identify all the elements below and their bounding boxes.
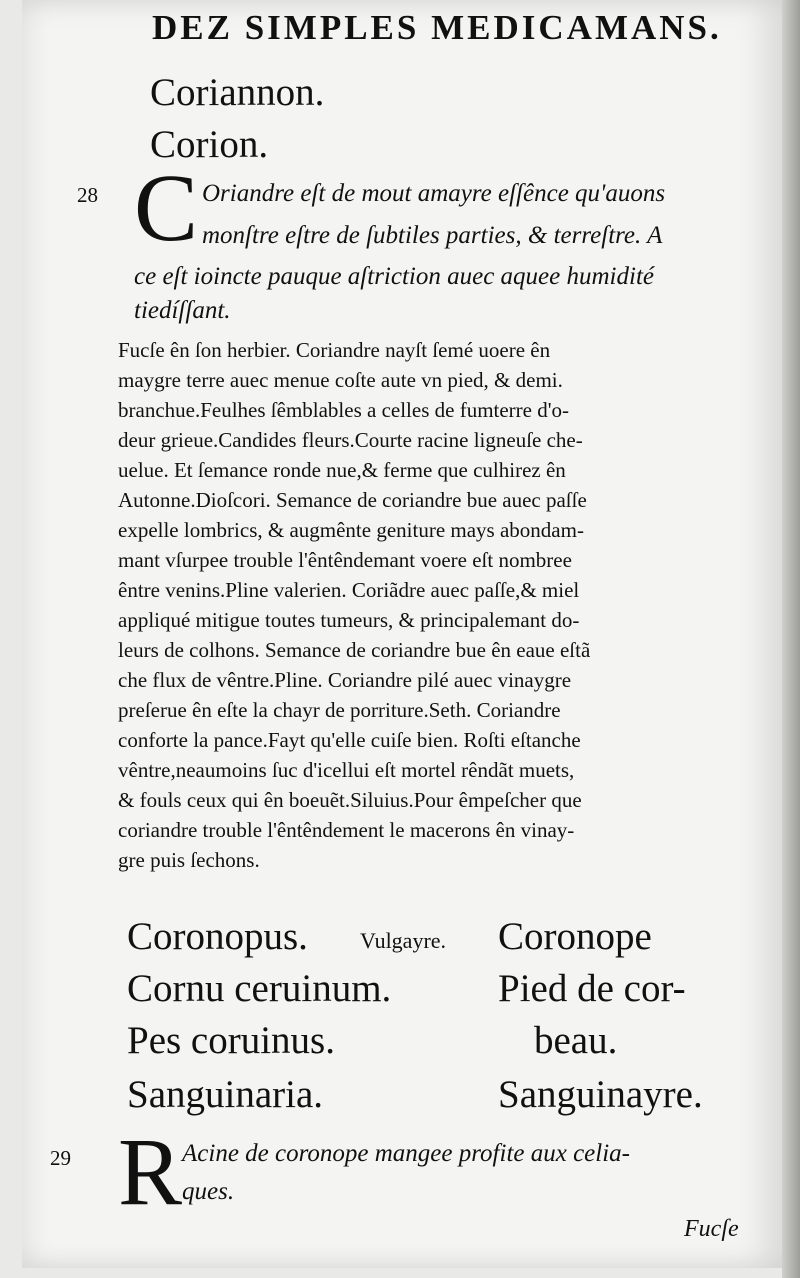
entry1-line: ce eſt ioincte pauque aſtriction auec aquee humidité (134, 263, 654, 290)
entry1-line: monſtre eſtre de ſubtiles parties, & terreſtre. A (202, 222, 663, 249)
body-line: leurs de colhons. Semance de coriandre bue ên eaue eſtã (118, 638, 591, 662)
body-line: appliqué mitigue toutes tumeurs, & principalemant do- (118, 608, 580, 632)
body-line: branchue.Feulhes ſêmblables a celles de fumterre d'o- (118, 398, 570, 422)
synonym-latin: Pes coruinus. (127, 1019, 335, 1062)
synonym-french: Coronope (498, 915, 652, 958)
body-line: & fouls ceux qui ên boeuẽt.Siluius.Pour êmpeſcher que (118, 788, 582, 812)
body-line: deur grieue.Candides fleurs.Courte racine ligneuſe che- (118, 428, 583, 452)
synonym-latin: Coronopus. (127, 915, 308, 958)
vulgar-label: Vulgayre. (360, 928, 447, 953)
synonym-latin: Cornu ceruinum. (127, 967, 392, 1010)
drop-cap-r: R (118, 1118, 183, 1225)
body-line: preſerue ên eſte la chayr de porriture.Seth. Coriandre (118, 698, 561, 722)
body-line: maygre terre auec menue coſte aute vn pied, & demi. (118, 368, 563, 392)
body-line: Fucſe ên ſon herbier. Coriandre nayſt ſemé uoere ên (118, 338, 551, 362)
synonym-french: Sanguinayre. (498, 1073, 703, 1116)
body-line: che flux de vêntre.Pline. Coriandre pilé auec vinaygre (118, 668, 572, 692)
body-line: vêntre,neaumoins ſuc d'icellui eſt mortel rêndãt muets, (118, 758, 575, 782)
synonym-french: beau. (534, 1019, 618, 1062)
margin-number-28: 28 (77, 183, 98, 207)
synonym-french: Pied de cor- (498, 967, 686, 1010)
book-page (22, 0, 782, 1268)
body-line: Autonne.Dioſcori. Semance de coriandre bue auec paſſe (118, 488, 587, 512)
entry1-line: Oriandre eſt de mout amayre eſſênce qu'auons (202, 180, 666, 207)
entry1-line: tiedíſſant. (134, 297, 231, 324)
body-line: uelue. Et ſemance ronde nue,& ferme que culhirez ên (118, 458, 566, 482)
margin-number-29: 29 (50, 1146, 71, 1170)
synonym-latin: Sanguinaria. (127, 1073, 324, 1116)
drop-cap-c: C (134, 154, 199, 261)
entry2-line: Acine de coronope mangee profite aux celia- (182, 1140, 630, 1167)
entry2-line: ques. (182, 1178, 235, 1205)
heading-coriannon: Coriannon. (150, 71, 325, 114)
running-head: DEZ SIMPLES MEDICAMANS. (152, 8, 722, 47)
heading-corion: Corion. (150, 123, 269, 166)
body-line: expelle lombrics, & augmênte geniture mays abondam- (118, 518, 584, 542)
body-line: êntre venins.Pline valerien. Coriãdre auec paſſe,& miel (118, 578, 580, 602)
page-edge (782, 0, 800, 1278)
body-line: gre puis ſechons. (118, 848, 260, 872)
catchword: Fucſe (684, 1216, 739, 1242)
body-line: mant vſurpee trouble l'êntêndemant voere eſt nombree (118, 548, 572, 572)
body-line: conforte la pance.Fayt qu'elle cuiſe bien. Roſti eſtanche (118, 728, 581, 752)
body-line: coriandre trouble l'êntêndement le macerons ên vinay- (118, 818, 575, 842)
